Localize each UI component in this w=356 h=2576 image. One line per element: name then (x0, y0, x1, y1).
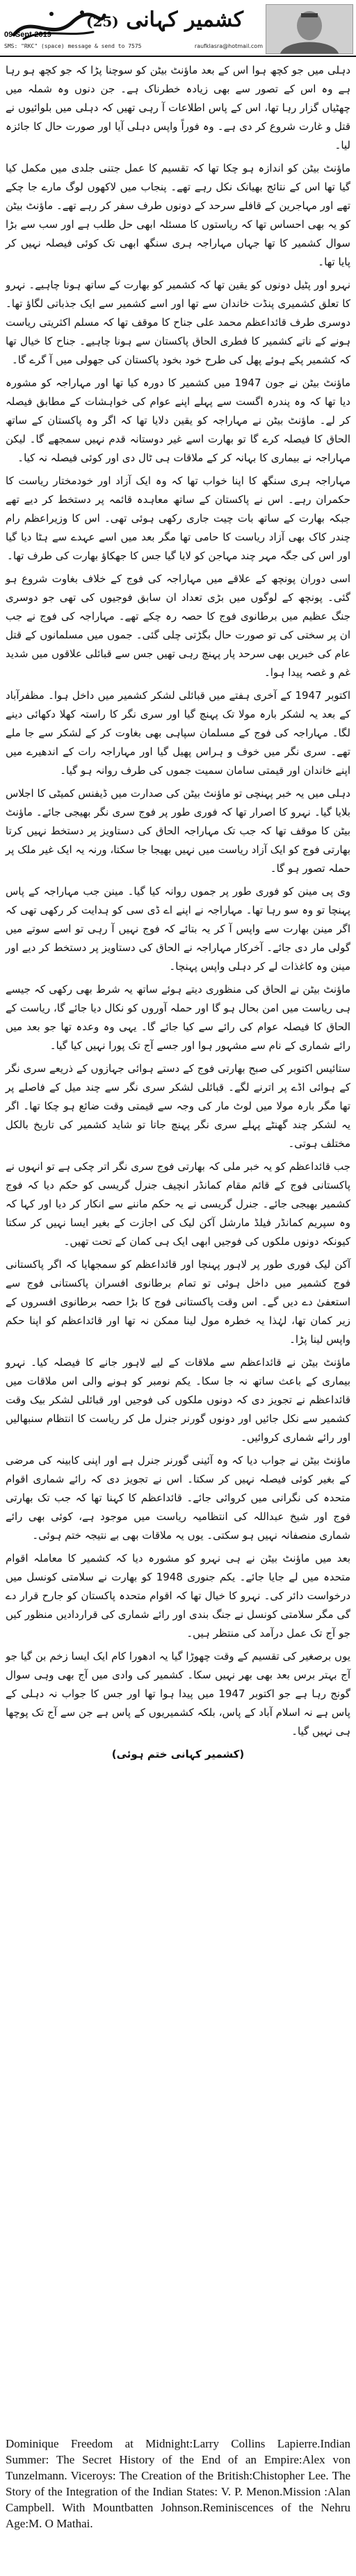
sms-instruction: SMS: "RKC" (space) message & send to 7575 (4, 43, 142, 49)
paragraph: یوں برصغیر کی تقسیم کے وقت چھوڑا گیا یہ ادھورا کام ایک ایسا زخم بن گیا جو آج بہتر برس بعد بھی بھر نہیں سکا۔ کشمیر کی وادی میں آج بھی وہی سوال گونج رہا ہے جو اکتوبر 1947 میں پیدا ہوا تھا اور جس کا جواب نہ دہلی کے پاس ہے نہ اسلام آباد کے پاس، بلکہ کشمیریوں کے پاس ہے جن سے آج تک پوچھا ہی نہیں گیا۔ (6, 1650, 350, 1737)
paragraph: اسی دوران پونچھ کے علاقے میں مہاراجہ کی فوج کے خلاف بغاوت شروع ہو گئی۔ پونچھ کے لوگوں میں بڑی تعداد ان سابق فوجیوں کی تھی جو دوسری جنگ عظیم میں برطانوی فوج کا حصہ رہ چکے تھے۔ مہاراجہ کی فوج نے جب ان پر سختی کی تو صورت حال بگڑتی چلی گئی۔ جموں میں مسلمانوں کے قتل عام کی خبریں بھی سرحد پار پہنچ رہی تھیں جس سے قبائلی علاقوں میں شدید غم و غصہ پیدا ہوا۔ (6, 572, 350, 679)
closing-note: (کشمیر کہانی ختم ہوئی) (111, 1748, 245, 1760)
author-email: raufklasra@hotmail.com (194, 43, 263, 49)
paragraph: دہلی میں جو کچھ ہوا اس کے بعد ماؤنٹ بیٹن کو سوچنا پڑا کہ جو کچھ ہو رہا ہے وہ اس کے تصور سے بھی زیادہ خطرناک ہے۔ جن دنوں وہ شملہ میں چھٹیاں گزار رہا تھا، اس کے پاس اطلاعات آ رہی تھیں کہ دہلی میں بلوائیوں نے قتل و غارت شروع کر دی ہے۔ وہ فوراً واپس دہلی آیا اور صورت حال کا جائزہ لیا۔ (6, 64, 350, 151)
paragraph: نہرو اور پٹیل دونوں کو یقین تھا کہ کشمیر کو بھارت کے ساتھ ہونا چاہیے۔ نہرو کا تعلق کشمیری پنڈت خاندان سے تھا اور اسے کشمیر سے ایک جذباتی لگاؤ تھا۔ دوسری طرف قائداعظم محمد علی جناح کا موقف تھا کہ مسلم اکثریتی ریاست ہونے کے ناتے کشمیر کا فطری الحاق پاکستان سے ہونا چاہیے۔ جناح کا خیال تھا کہ کشمیر پکے ہوئے پھل کی طرح خود بخود پاکستان کی جھولی میں آ گرے گا۔ (6, 279, 350, 366)
byline-row (4, 40, 263, 54)
paragraph: بعد میں ماؤنٹ بیٹن نے ہی نہرو کو مشورہ دیا کہ کشمیر کا معاملہ اقوام متحدہ میں لے جایا جائے۔ یکم جنوری 1948 کو بھارت نے سلامتی کونسل میں درخواست دائر کی۔ نہرو کا خیال تھا کہ اقوام متحدہ پاکستان کو جارح قرار دے گی مگر سلامتی کونسل نے جنگ بندی اور رائے شماری کی قراردادیں منظور کیں جو آج تک عمل درآمد کی منتظر ہیں۔ (6, 1552, 350, 1640)
paragraph: ماؤنٹ بیٹن نے جواب دیا کہ وہ آئینی گورنر جنرل ہے اور اپنی کابینہ کی مرضی کے بغیر کوئی فیصلہ نہیں کر سکتا۔ اس نے تجویز دی کہ رائے شماری اقوام متحدہ کی نگرانی میں کروائی جائے۔ قائداعظم کا کہنا تھا کہ جب تک بھارتی فوج اور شیخ عبداللہ کی انتظامیہ ریاست میں موجود ہے، کوئی بھی رائے شماری منصفانہ نہیں ہو سکتی۔ یوں یہ ملاقات بھی بے نتیجہ ختم ہوئی۔ (6, 1454, 350, 1542)
paragraph: دہلی میں یہ خبر پہنچی تو ماؤنٹ بیٹن کی صدارت میں ڈیفنس کمیٹی کا اجلاس بلایا گیا۔ نہرو کا اصرار تھا کہ فوری طور پر فوج سری نگر بھیجی جائے۔ ماؤنٹ بیٹن کا موقف تھا کہ جب تک مہاراجہ الحاق کی دستاویز پر دستخط نہیں کرتا بھارتی فوج کو ایک آزاد ریاست میں نہیں بھیجا جا سکتا، ورنہ یہ ایک غیر ملک پر حملہ تصور ہو گا۔ (6, 787, 350, 875)
paragraph: اکتوبر 1947 کے آخری ہفتے میں قبائلی لشکر کشمیر میں داخل ہوا۔ مظفرآباد کے بعد یہ لشکر بارہ مولا تک پہنچ گیا اور سری نگر کا راستہ کھلا دکھائی دینے لگا۔ مہاراجہ کی فوج کے مسلمان سپاہی بھی بغاوت کر کے لشکر سے جا ملے تھے۔ سری نگر میں خوف و ہراس پھیل گیا اور مہاراجہ رات کے اندھیرے میں اپنے خاندان اور قیمتی سامان سمیت جموں کی طرف روانہ ہو گیا۔ (6, 689, 350, 777)
paragraph: ماؤنٹ بیٹن نے الحاق کی منظوری دیتے ہوئے ساتھ یہ شرط بھی رکھی کہ جیسے ہی ریاست میں امن بحال ہو گا اور حملہ آوروں کو نکال دیا جائے گا، ریاست کے الحاق کا فیصلہ عوام کی رائے سے کیا جائے گا۔ یہی وہ وعدہ تھا جو بعد میں رائے شماری کے نام سے مشہور ہوا اور جسے آج تک پورا نہیں کیا گیا۔ (6, 983, 350, 1052)
column-header (0, 0, 356, 57)
column-title-text: کشمیر کہانی (126, 8, 243, 32)
paragraph: آکن لیک فوری طور پر لاہور پہنچا اور قائداعظم کو سمجھایا کہ اگر پاکستانی فوج کشمیر میں داخل ہوئی تو تمام برطانوی افسران پاکستانی فوج سے استعفیٰ دے دیں گے۔ اس وقت پاکستانی فوج کا بڑا حصہ برطانوی افسروں کے زیر کمان تھا، لہٰذا یہ خطرہ مول لینا ممکن نہ تھا اور قائداعظم کو اپنا حکم واپس لینا پڑا۔ (6, 1258, 350, 1346)
paragraph: ستائیس اکتوبر کی صبح بھارتی فوج کے دستے ہوائی جہازوں کے ذریعے سری نگر کے ہوائی اڈے پر اترنے لگے۔ قبائلی لشکر سری نگر سے چند میل کے فاصلے پر تھا مگر بارہ مولا میں لوٹ مار کی وجہ سے قیمتی وقت ضائع ہو چکا تھا۔ اگر یہ لشکر چند گھنٹے پہلے سری نگر پہنچ جاتا تو شاید کشمیر کی تاریخ بالکل مختلف ہوتی۔ (6, 1062, 350, 1150)
paragraph: جب قائداعظم کو یہ خبر ملی کہ بھارتی فوج سری نگر اتر چکی ہے تو انہوں نے پاکستانی فوج کے قائم مقام کمانڈر انچیف جنرل گریسی کو حکم دیا کہ فوج کشمیر بھیجی جائے۔ جنرل گریسی نے یہ حکم ماننے سے انکار کر دیا اور کہا کہ وہ سپریم کمانڈر فیلڈ مارشل آکن لیک کی اجازت کے بغیر ایسا نہیں کر سکتا کیونکہ دونوں ملکوں کی فوجیں ابھی ایک ہی کمان کے تحت تھیں۔ (6, 1160, 350, 1248)
paragraph: وی پی مینن کو فوری طور پر جموں روانہ کیا گیا۔ مینن جب مہاراجہ کے پاس پہنچا تو وہ سو رہا تھا۔ مہاراجہ نے اپنے اے ڈی سی کو ہدایت کر رکھی تھی کہ اگر مینن بھارت سے واپس آ کر یہ بتائے کہ فوج نہیں آ رہی تو اسے سوتے میں گولی مار دی جائے۔ آخرکار مہاراجہ نے الحاق کی دستاویز پر دستخط کر دیے اور مینن وہ کاغذات لے کر دہلی واپس پہنچا۔ (6, 885, 350, 973)
paragraph: مہاراجہ ہری سنگھ کا اپنا خواب تھا کہ وہ ایک آزاد اور خودمختار ریاست کا حکمران رہے۔ اس نے پاکستان کے ساتھ معاہدہ قائمہ پر دستخط کر دیے تھے جبکہ بھارت کے ساتھ بات چیت جاری رکھی ہوئی تھی۔ اس کا وزیراعظم رام چندر کاک بھی آزاد ریاست کا حامی تھا مگر بعد میں اسے عہدے سے ہٹا دیا گیا اور اس کی جگہ مہر چند مہاجن کو لایا گیا جس کا جھکاؤ بھارت کی طرف تھا۔ (6, 474, 350, 562)
author-photo (266, 4, 353, 54)
author-portrait-icon (266, 5, 353, 53)
column-title (86, 8, 243, 33)
publish-date: 09-Sept-2019 (4, 31, 51, 39)
article-body (6, 61, 350, 1768)
paragraph: ماؤنٹ بیٹن نے قائداعظم سے ملاقات کے لیے لاہور جانے کا فیصلہ کیا۔ نہرو بیماری کے باعث ساتھ نہ جا سکا۔ یکم نومبر کو ہونے والی اس ملاقات میں قائداعظم نے تجویز دی کہ دونوں ملکوں کی فوجیں اور قبائلی لشکر بیک وقت کشمیر سے نکل جائیں اور دونوں گورنر جنرل مل کر ریاست کا انتظام سنبھالیں اور رائے شماری کروائیں۔ (6, 1356, 350, 1444)
references-list: Dominique Freedom at Midnight:Larry Collins Lapierre.Indian Summer: The Secret History of the End of an Empire:Alex von Tunzelmann. Viceroys: The Creation of the British:Chistopher Lee. The Story of the Integration of the Indian States: V. P. Menon.Mission :Alan Campbell. With Mountbatten Johnson.Reminiscences of the Nehru Age:M. O Mathai. (6, 2437, 350, 2530)
paragraph: ماؤنٹ بیٹن کو اندازہ ہو چکا تھا کہ تقسیم کا عمل جتنی جلدی میں مکمل کیا گیا تھا اس کے نتائج بھیانک نکل رہے تھے۔ پنجاب میں لاکھوں لوگ مارے جا چکے تھے اور مہاجرین کے قافلے سرحد کے دونوں طرف سفر کر رہے تھے۔ ماؤنٹ بیٹن کو یہ بھی احساس تھا کہ ریاستوں کا مسئلہ ابھی حل طلب ہے اور سب سے بڑا سوال کشمیر کا تھا جہاں مہاراجہ ہری سنگھ ابھی تک کوئی فیصلہ نہیں کر پایا تھا۔ (6, 162, 350, 268)
paragraph: ماؤنٹ بیٹن نے جون 1947 میں کشمیر کا دورہ کیا تھا اور مہاراجہ کو مشورہ دیا تھا کہ وہ پندرہ اگست سے پہلے اپنے عوام کی خواہشات کے مطابق فیصلہ کر لے۔ ماؤنٹ بیٹن نے مہاراجہ کو یقین دلایا تھا کہ اگر وہ پاکستان کے ساتھ الحاق کا فیصلہ کرے گا تو بھارت اسے غیر دوستانہ قدم نہیں سمجھے گا۔ لیکن مہاراجہ نے بیماری کا بہانہ کر کے ملاقات ہی ٹال دی اور کوئی فیصلہ نہ کیا۔ (6, 377, 350, 464)
episode-number: (25) (86, 13, 119, 30)
